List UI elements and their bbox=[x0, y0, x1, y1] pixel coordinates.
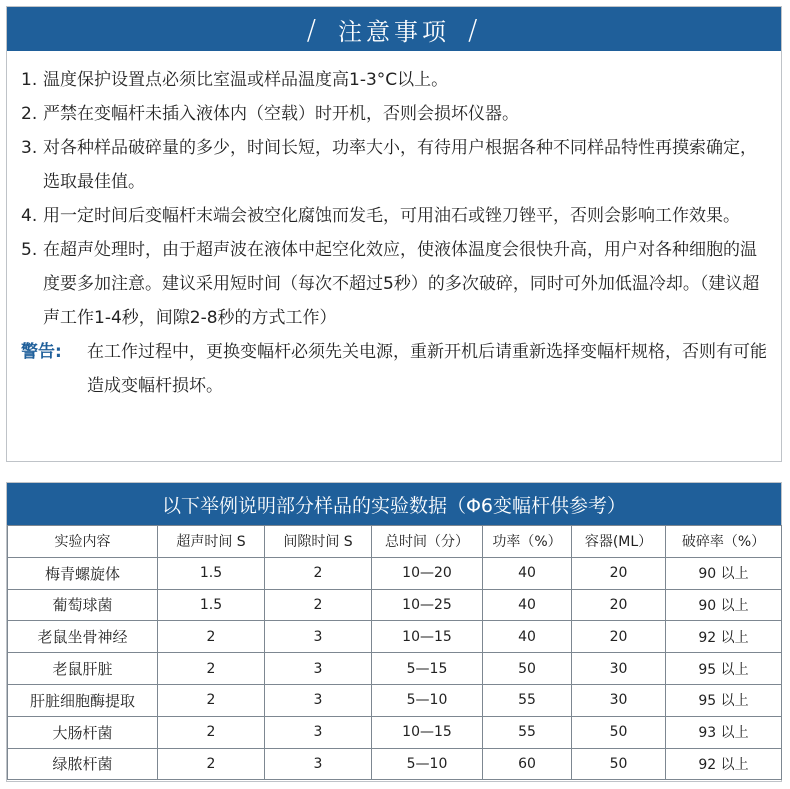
table-cell: 1.5 bbox=[158, 557, 265, 589]
table-row bbox=[8, 748, 782, 780]
header-slash-right: / bbox=[468, 12, 482, 46]
table-cell: 50 bbox=[483, 653, 572, 685]
table-cell: 90 以上 bbox=[666, 589, 782, 621]
item-text: 在超声处理时，由于超声波在液体中起空化效应，使液体温度会很快升高，用户对各种细胞的温度要多加注意。建议采用短时间（每次不超过5秒）的多次破碎，同时可外加低温冷却。（建议超声工作1-4秒，间隙2-8秒的方式工作） bbox=[43, 240, 760, 328]
header-slash-left: / bbox=[306, 12, 320, 46]
table-title: 以下举例说明部分样品的实验数据（Φ6变幅杆供参考） bbox=[7, 483, 781, 525]
item-text: 温度保护设置点必须比室温或样品温度高1-3°C以上。 bbox=[43, 70, 449, 90]
table-cell: 3 bbox=[265, 684, 372, 716]
sample-name-cell: 梅青螺旋体 bbox=[8, 557, 158, 589]
header-cell: 容器(ML） bbox=[572, 526, 666, 558]
item-number: 2. bbox=[21, 104, 38, 124]
table-cell: 3 bbox=[265, 748, 372, 780]
table-cell: 30 bbox=[572, 653, 666, 685]
item-text: 对各种样品破碎量的多少，时间长短，功率大小，有待用户根据各种不同样品特性再摸索确定，选取最佳值。 bbox=[43, 138, 757, 192]
warning-label: 警告: bbox=[21, 342, 62, 362]
sample-name-cell: 肝脏细胞酶提取 bbox=[8, 684, 158, 716]
header-cell: 功率（%） bbox=[483, 526, 572, 558]
table-row bbox=[8, 716, 782, 748]
table-cell: 2 bbox=[158, 684, 265, 716]
sample-name-cell: 葡萄球菌 bbox=[8, 589, 158, 621]
table-row bbox=[8, 684, 782, 716]
table-cell: 40 bbox=[483, 621, 572, 653]
table-cell: 2 bbox=[265, 557, 372, 589]
table-cell: 2 bbox=[265, 589, 372, 621]
notice-item-2 bbox=[21, 97, 769, 131]
table-cell: 3 bbox=[265, 716, 372, 748]
table-row bbox=[8, 621, 782, 653]
table-cell: 5—15 bbox=[372, 653, 483, 685]
table-cell: 55 bbox=[483, 716, 572, 748]
table-cell: 1.5 bbox=[158, 589, 265, 621]
item-number: 4. bbox=[21, 206, 38, 226]
warning-item bbox=[21, 335, 769, 403]
item-number: 3. bbox=[21, 138, 38, 158]
table-cell: 2 bbox=[158, 621, 265, 653]
item-text: 用一定时间后变幅杆末端会被空化腐蚀而发毛，可用油石或锉刀锉平，否则会影响工作效果。 bbox=[43, 206, 740, 226]
table-cell: 50 bbox=[572, 748, 666, 780]
item-number: 1. bbox=[21, 70, 38, 90]
data-table bbox=[7, 525, 782, 780]
table-cell: 2 bbox=[158, 716, 265, 748]
table-cell: 10—15 bbox=[372, 621, 483, 653]
item-number: 5. bbox=[21, 240, 38, 260]
notice-item-5 bbox=[21, 233, 769, 335]
table-cell: 20 bbox=[572, 589, 666, 621]
notice-body bbox=[7, 51, 781, 403]
table-cell: 3 bbox=[265, 621, 372, 653]
notice-item-3 bbox=[21, 131, 769, 199]
table-cell: 50 bbox=[572, 716, 666, 748]
table-row bbox=[8, 589, 782, 621]
table-cell: 20 bbox=[572, 621, 666, 653]
header-cell: 总时间（分） bbox=[372, 526, 483, 558]
sample-name-cell: 老鼠坐骨神经 bbox=[8, 621, 158, 653]
table-cell: 3 bbox=[265, 653, 372, 685]
header-cell: 破碎率（%） bbox=[666, 526, 782, 558]
sample-name-cell: 大肠杆菌 bbox=[8, 716, 158, 748]
table-row bbox=[8, 557, 782, 589]
table-cell: 40 bbox=[483, 589, 572, 621]
table-cell: 20 bbox=[572, 557, 666, 589]
table-cell: 60 bbox=[483, 748, 572, 780]
table-cell: 92 以上 bbox=[666, 748, 782, 780]
warning-text: 在工作过程中，更换变幅杆必须先关电源，重新开机后请重新选择变幅杆规格，否则有可能造成变幅杆损坏。 bbox=[87, 342, 767, 396]
table-cell: 10—25 bbox=[372, 589, 483, 621]
table-cell: 92 以上 bbox=[666, 621, 782, 653]
notice-header bbox=[7, 7, 781, 51]
table-cell: 95 以上 bbox=[666, 653, 782, 685]
table-cell: 10—15 bbox=[372, 716, 483, 748]
table-cell: 90 以上 bbox=[666, 557, 782, 589]
table-row bbox=[8, 653, 782, 685]
sample-name-cell: 老鼠肝脏 bbox=[8, 653, 158, 685]
table-cell: 10—20 bbox=[372, 557, 483, 589]
table-cell: 93 以上 bbox=[666, 716, 782, 748]
notice-panel bbox=[6, 6, 782, 462]
header-cell: 超声时间 S bbox=[158, 526, 265, 558]
data-table-panel bbox=[6, 482, 782, 782]
header-cell: 实验内容 bbox=[8, 526, 158, 558]
notice-item-4 bbox=[21, 199, 769, 233]
table-cell: 2 bbox=[158, 653, 265, 685]
table-cell: 40 bbox=[483, 557, 572, 589]
sample-name-cell: 绿脓杆菌 bbox=[8, 748, 158, 780]
table-cell: 30 bbox=[572, 684, 666, 716]
header-cell: 间隙时间 S bbox=[265, 526, 372, 558]
item-text: 严禁在变幅杆未插入液体内（空载）时开机，否则会损坏仪器。 bbox=[43, 104, 519, 124]
table-header-row bbox=[8, 526, 782, 558]
table-cell: 5—10 bbox=[372, 748, 483, 780]
notice-title: 注意事项 bbox=[338, 17, 450, 46]
table-cell: 55 bbox=[483, 684, 572, 716]
table-cell: 2 bbox=[158, 748, 265, 780]
notice-item-1 bbox=[21, 63, 769, 97]
table-cell: 5—10 bbox=[372, 684, 483, 716]
table-cell: 95 以上 bbox=[666, 684, 782, 716]
